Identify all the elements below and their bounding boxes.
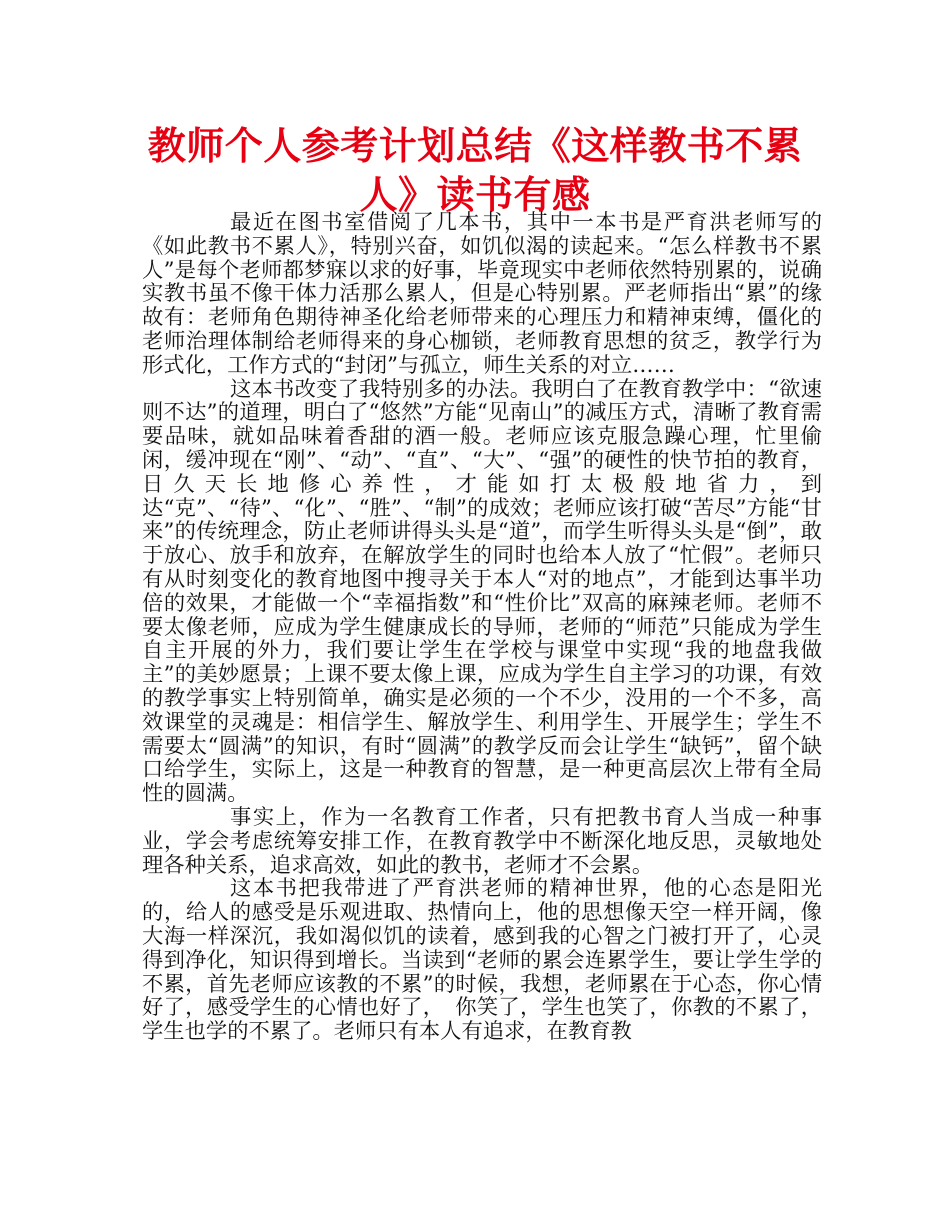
paragraph: 最近在图书室借阅了几本书，其中一本书是严育洪老师写的《如此教书不累人》，特别兴奋，如饥似渴的读起来。“怎么样教书不累人”是每个老师都梦寐以求的好事，毕竟现实中老师依然特别累的，说确实教书虽不像干体力活那么累人，但是心特别累。严老师指出“累”的缘故有：老师角色期待神圣化给老师带来的心理压力和精神束缚，僵化的老师治理体制给老师得来的身心枷锁，老师教育思想的贫乏，教学行为形式化，工作方式的“封闭”与孤立，师生关系的对立……	[142, 210, 822, 378]
paragraph: 事实上，作为一名教育工作者，只有把教书育人当成一种事业，学会考虑统筹安排工作，在教育教学中不断深化地反思，灵敏地处理各种关系，追求高效，如此的教书，老师才不会累。	[142, 804, 822, 878]
document-title: 教师个人参考计划总结《这样教书不累人》读书有感	[147, 124, 803, 217]
paragraph: 这本书把我带进了严育洪老师的精神世界，他的心态是阳光的，给人的感受是乐观进取、热情向上，他的思想像天空一样开阔，像大海一样深沉，我如渴似饥的读着，感到我的心智之门被打开了，心灵得到净化，知识得到增长。当读到“老师的累会连累学生，要让学生学的不累，首先老师应该教的不累”的时候，我想，老师累在于心态，你心情好了，感受学生的心情也好了， 你笑了，学生也笑了，你教的不累了，学生也学的不累了。老师只有本人有追求，在教育教	[142, 876, 822, 1045]
document-body	[142, 211, 822, 1044]
paragraph: 这本书改变了我特别多的办法。我明白了在教育教学中：“欲速则不达”的道理，明白了“悠然”方能“见南山”的减压方式，清晰了教育需要品味，就如品味着香甜的酒一般。老师应该克服急躁心理，忙里偷闲，缓冲现在“刚”、“动”、“直”、“大”、“强”的硬性的快节拍的教育，日久天长地修心养性，才能如打太极般地省力，到达“克”、“待”、“化”、“胜”、“制”的成效；老师应该打破“苦尽”方能“甘来”的传统理念，防止老师讲得头头是“道”，而学生听得头头是“倒”，敢于放心、放手和放弃，在解放学生的同时也给本人放了“忙假”。老师只有从时刻变化的教育地图中搜寻关于本人“对的地点”，才能到达事半功倍的效果，才能做一个“幸福指数”和“性价比”双高的麻辣老师。老师不要太像老师，应成为学生健康成长的导师，老师的“师范”只能成为学生自主开展的外力，我们要让学生在学校与课堂中实现“我的地盘我做主”的美妙愿景；上课不要太像上课，应成为学生自主学习的功课，有效的教学事实上特别简单，确实是必须的一个不少，没用的一个不多，高效课堂的灵魂是：相信学生、解放学生、利用学生、开展学生；学生不需要太“圆满”的知识，有时“圆满”的教学反而会让学生“缺钙”，留个缺口给学生，实际上，这是一种教育的智慧，是一种更高层次上带有全局性的圆满。	[142, 376, 822, 807]
